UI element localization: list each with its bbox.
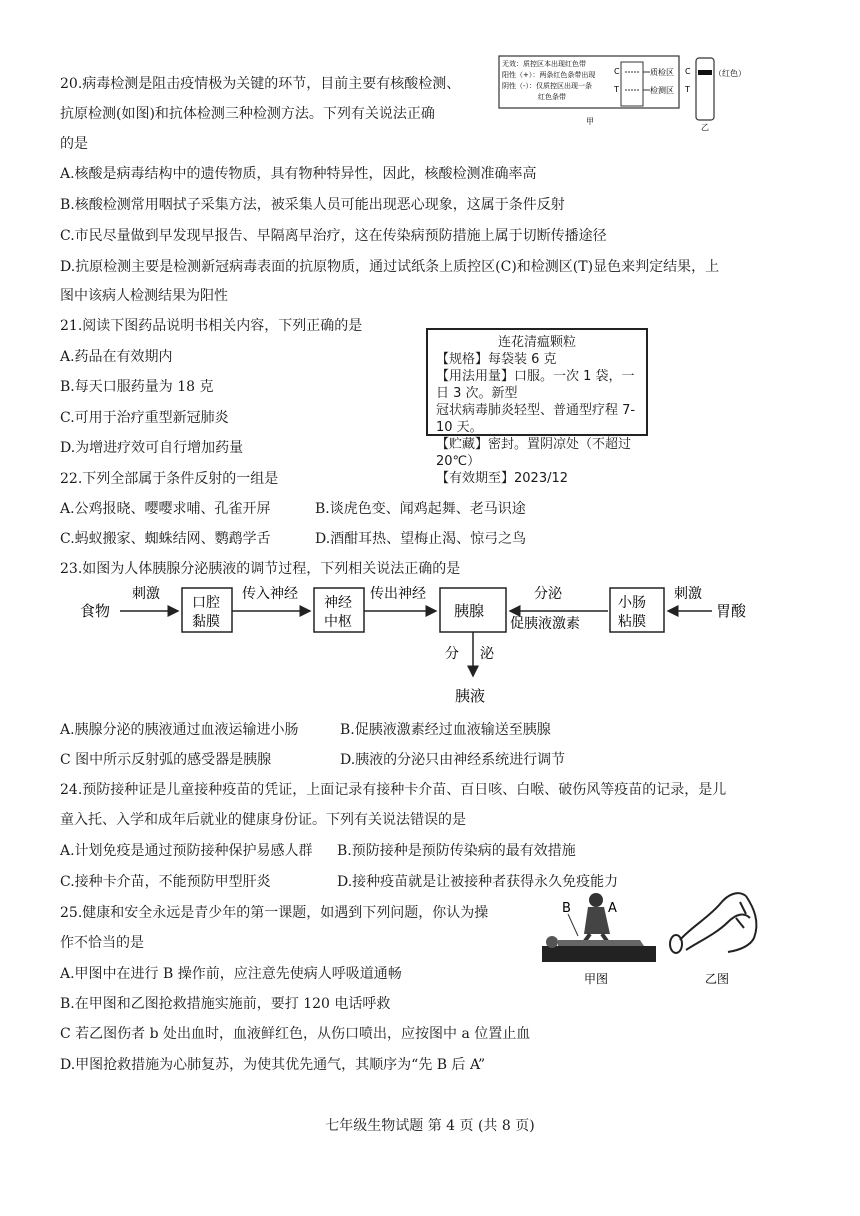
strip-yi-t: T [685,85,690,94]
strip-c-label: C [614,67,620,76]
down-secrete-2: 泌 [480,646,494,662]
drug-usage-line1: 【用法用量】口服。一次 1 袋，一日 3 次。新型 [436,369,635,401]
cpr-illustration-icon [542,893,656,962]
oral-label-1: 口腔 [192,595,220,611]
q21-stem: 21.阅读下图药品说明书相关内容，下列正确的是 [60,318,363,334]
fig-yi-caption: 乙图 [705,972,730,986]
q24-stem-line2: 童入托、入学和成年后就业的健康身份证。下列有关说法错误的是 [60,812,466,828]
down-secrete-1: 分 [445,646,459,662]
legend-positive: 阳性（+）：两条红色条带出现 [502,71,596,79]
q22-option-d: D.酒酣耳热、望梅止渴、惊弓之鸟 [315,531,527,547]
pancreas-regulation-diagram [70,580,790,710]
legend-invalid: 无效：质控区本出现红色带 [502,60,586,68]
juice-label: 胰液 [455,687,486,705]
q20-option-d-line1: D.抗原检测主要是检测新冠病毒表面的抗原物质，通过试纸条上质控区(C)和检测区(T)显色来判定结果，上 [60,259,720,275]
stimulus-label-1: 刺激 [132,586,160,602]
q25-option-d: D.甲图抢救措施为心肺复苏，为使其优先通气，其顺序为“先 B 后 A” [60,1057,486,1073]
q23-option-d: D.胰液的分泌只由神经系统进行调节 [340,752,566,768]
drug-storage: 【贮藏】密封。置阴凉处（不超过 20℃） [436,437,632,469]
zone-c-label: 质检区 [650,68,674,77]
red-band [698,70,712,75]
label-b: B [562,901,571,916]
strip-jia [621,62,643,106]
antigen-test-figure [498,52,748,132]
q20-stem-line3: 的是 [60,136,88,152]
drug-spec: 【规格】每袋装 6 克 [436,352,557,367]
afferent-label: 传入神经 [242,586,298,602]
drug-usage-line2: 冠状病毒肺炎轻型、普通型疗程 7-10 天。 [436,403,636,435]
red-label: （红色） [714,69,746,78]
secrete-label: 分泌 [534,586,562,602]
q23-option-a: A.胰腺分泌的胰液通过血液运输进小肠 [60,722,299,738]
q25-option-c: C 若乙图伤者 b 处出血时，血液鲜红色，从伤口喷出，应按图中 a 位置止血 [60,1026,531,1042]
q22-option-c: C.蚂蚁搬家、蜘蛛结网、鹦鹉学舌 [60,531,271,547]
center-label-1: 神经 [324,595,352,611]
q23-stem: 23.如图为人体胰腺分泌胰液的调节过程，下列相关说法正确的是 [60,561,461,577]
q23-option-c: C 图中所示反射弧的感受器是胰腺 [60,752,272,768]
q25-option-b: B.在甲图和乙图抢救措施实施前，要打 120 电话呼救 [60,996,391,1012]
q23-option-b: B.促胰液激素经过血液输送至胰腺 [340,722,551,738]
page-footer: 七年级生物试题 第 4 页 (共 8 页) [325,1118,535,1134]
drug-name: 连花清瘟颗粒 [497,335,576,350]
q24-option-d: D.接种疫苗就是让被接种者获得永久免疫能力 [337,874,619,890]
q25-stem-line1: 25.健康和安全永远是青少年的第一课题，如遇到下列问题，你认为操 [60,905,489,921]
intestine-label-1: 小肠 [618,595,646,611]
first-aid-figure [540,888,780,988]
q20-option-c: C.市民尽量做到早发现早报告、早隔离早治疗，这在传染病预防措施上属于切断传播途径 [60,228,607,244]
fig-jia-label: 甲 [586,117,594,126]
drug-instruction-box [426,328,648,486]
q22-option-b: B.谈虎色变、闻鸡起舞、老马识途 [315,501,526,517]
zone-t-label: 检测区 [650,86,674,95]
q20-option-d-line2: 图中该病人检测结果为阳性 [60,288,228,304]
q21-option-d: D.为增进疗效可自行增加药量 [60,440,244,456]
q24-option-a: A.计划免疫是通过预防接种保护易感人群 [60,843,313,859]
strip-yi-c: C [685,67,691,76]
q20-stem-line1: 20.病毒检测是阻击疫情极为关键的环节，目前主要有核酸检测、 [60,76,461,92]
q20-option-a: A.核酸是病毒结构中的遗传物质，具有物种特异性，因此，核酸检测准确率高 [60,166,537,182]
intestine-label-2: 粘膜 [618,614,646,630]
fig-yi-label: 乙 [701,123,709,132]
fig-jia-caption: 甲图 [584,972,609,986]
q20-stem-line2: 抗原检测(如图)和抗体检测三种检测方法。下列有关说法正确 [60,106,435,122]
q25-option-a: A.甲图中在进行 B 操作前，应注意先使病人呼吸道通畅 [60,966,402,982]
secretin-label: 促胰液激素 [510,616,580,632]
q24-option-b: B.预防接种是预防传染病的最有效措施 [337,843,576,859]
label-a: A [608,901,617,916]
oral-label-2: 黏膜 [192,614,220,630]
arm-bleeding-illustration-icon [670,893,756,953]
stimulus-label-2: 刺激 [674,586,702,602]
q20-option-b: B.核酸检测常用咽拭子采集方法，被采集人员可能出现恶心现象，这属于条件反射 [60,197,565,213]
q24-option-c: C.接种卡介苗，不能预防甲型肝炎 [60,874,271,890]
drug-expiry: 【有效期至】2023/12 [436,471,569,486]
legend-negative-cont: 红色条带 [538,93,566,101]
q21-option-a: A.药品在有效期内 [60,349,173,365]
q25-stem-line2: 作不恰当的是 [60,935,144,951]
center-label-2: 中枢 [324,614,352,630]
q22-option-a: A.公鸡报晓、嘤嘤求哺、孔雀开屏 [60,501,271,517]
q24-stem-line1: 24.预防接种证是儿童接种疫苗的凭证，上面记录有接种卡介苗、百日咳、白喉、破伤风等疫苗的记录，是儿 [60,782,727,798]
q22-stem: 22.下列全部属于条件反射的一组是 [60,471,279,487]
strip-t-label: T [614,85,619,94]
food-label: 食物 [80,602,111,620]
strip-yi [696,58,714,120]
efferent-label: 传出神经 [370,586,426,602]
legend-negative: 阴性（-）：仅质控区出现一条 [502,82,593,90]
q21-option-c: C.可用于治疗重型新冠肺炎 [60,410,229,426]
pancreas-label: 胰腺 [454,602,485,620]
acid-label: 胃酸 [716,602,747,620]
q21-option-b: B.每天口服药量为 18 克 [60,379,214,395]
